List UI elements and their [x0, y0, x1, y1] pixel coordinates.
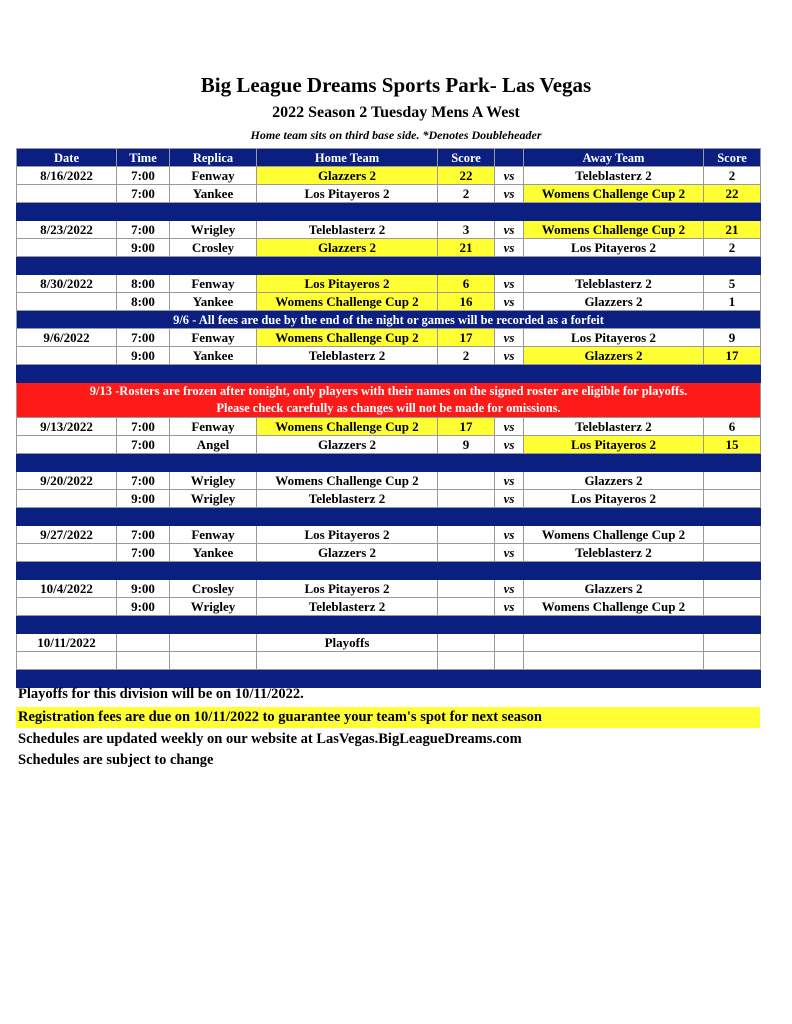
footer-registration-note: Registration fees are due on 10/11/2022 to guarantee your team's spot for next season: [16, 707, 760, 728]
away-team-cell: Glazzers 2: [524, 580, 704, 598]
col-header-vs: [495, 149, 524, 167]
spacer-cell: [117, 562, 170, 580]
spacer-row: [17, 562, 761, 580]
spacer-cell: [704, 203, 761, 221]
vs-label: vs: [495, 472, 524, 490]
date-cell: 8/30/2022: [17, 275, 117, 293]
home-score-cell: [438, 580, 495, 598]
home-score-cell: 17: [438, 329, 495, 347]
away-score-cell: [704, 544, 761, 562]
spacer-cell: [524, 508, 704, 526]
home-score-cell: 9: [438, 436, 495, 454]
field-cell: Yankee: [170, 544, 257, 562]
game-row: [17, 544, 761, 562]
away-team-cell: Womens Challenge Cup 2: [524, 598, 704, 616]
spacer-cell: [438, 454, 495, 472]
vs-label: vs: [495, 275, 524, 293]
spacer-cell: [495, 365, 524, 383]
game-row: [17, 185, 761, 203]
game-row: [17, 347, 761, 365]
empty-cell: [438, 634, 495, 652]
empty-cell: [17, 652, 117, 670]
date-cell: 10/4/2022: [17, 580, 117, 598]
vs-label: vs: [495, 418, 524, 436]
spacer-cell: [257, 257, 438, 275]
field-cell: Wrigley: [170, 598, 257, 616]
vs-label: vs: [495, 221, 524, 239]
date-cell: [17, 347, 117, 365]
spacer-row: [17, 365, 761, 383]
vs-label: vs: [495, 526, 524, 544]
spacer-cell: [117, 257, 170, 275]
away-score-cell: 17: [704, 347, 761, 365]
home-team-cell: Glazzers 2: [257, 239, 438, 257]
spacer-cell: [704, 454, 761, 472]
away-score-cell: 6: [704, 418, 761, 436]
home-team-cell: Womens Challenge Cup 2: [257, 293, 438, 311]
spacer-cell: [17, 257, 117, 275]
away-team-cell: Womens Challenge Cup 2: [524, 526, 704, 544]
col-header-replica: Replica: [170, 149, 257, 167]
empty-cell: [524, 634, 704, 652]
date-cell: [17, 490, 117, 508]
home-score-cell: [438, 544, 495, 562]
field-cell: Fenway: [170, 329, 257, 347]
table-header-row: [17, 149, 761, 167]
spacer-row: [17, 670, 761, 688]
time-cell: 7:00: [117, 526, 170, 544]
spacer-cell: [524, 616, 704, 634]
away-team-cell: Teleblasterz 2: [524, 418, 704, 436]
footer-website-note: Schedules are updated weekly on our website at LasVegas.BigLeagueDreams.com: [18, 731, 522, 747]
date-cell: [17, 598, 117, 616]
date-cell: 9/20/2022: [17, 472, 117, 490]
away-score-cell: 22: [704, 185, 761, 203]
empty-cell: [495, 652, 524, 670]
empty-cell: [117, 652, 170, 670]
away-team-cell: Glazzers 2: [524, 347, 704, 365]
spacer-cell: [17, 365, 117, 383]
date-cell: [17, 185, 117, 203]
spacer-cell: [17, 203, 117, 221]
away-team-cell: Los Pitayeros 2: [524, 329, 704, 347]
date-cell: [17, 293, 117, 311]
home-team-cell: Teleblasterz 2: [257, 221, 438, 239]
time-cell: 9:00: [117, 239, 170, 257]
game-row: [17, 167, 761, 185]
field-cell: Fenway: [170, 526, 257, 544]
home-score-cell: [438, 598, 495, 616]
away-score-cell: 21: [704, 221, 761, 239]
vs-label: vs: [495, 329, 524, 347]
schedule-body: [17, 167, 761, 688]
home-team-cell: Glazzers 2: [257, 436, 438, 454]
field-cell: Angel: [170, 436, 257, 454]
spacer-cell: [170, 670, 257, 688]
home-team-cell: Los Pitayeros 2: [257, 580, 438, 598]
away-score-cell: 9: [704, 329, 761, 347]
time-cell: 9:00: [117, 347, 170, 365]
page-title: Big League Dreams Sports Park- Las Vegas: [200, 73, 592, 97]
empty-cell: [704, 634, 761, 652]
home-score-cell: 2: [438, 185, 495, 203]
spacer-cell: [117, 508, 170, 526]
spacer-cell: [257, 562, 438, 580]
spacer-cell: [257, 670, 438, 688]
empty-cell: [438, 652, 495, 670]
spacer-cell: [117, 203, 170, 221]
home-score-cell: [438, 490, 495, 508]
spacer-row: [17, 616, 761, 634]
away-team-cell: Glazzers 2: [524, 293, 704, 311]
spacer-cell: [438, 616, 495, 634]
spacer-cell: [438, 203, 495, 221]
empty-cell: [524, 652, 704, 670]
spacer-cell: [170, 257, 257, 275]
home-score-cell: 17: [438, 418, 495, 436]
home-team-cell: Teleblasterz 2: [257, 347, 438, 365]
footer-playoffs-note: Playoffs for this division will be on 10/11/2022.: [18, 686, 304, 702]
spacer-cell: [524, 365, 704, 383]
empty-cell: [495, 634, 524, 652]
vs-label: vs: [495, 580, 524, 598]
game-row: [17, 598, 761, 616]
game-row: [17, 490, 761, 508]
spacer-cell: [524, 257, 704, 275]
field-cell: [170, 634, 257, 652]
footer-change-note: Schedules are subject to change: [18, 752, 214, 768]
vs-label: vs: [495, 239, 524, 257]
col-header-home-score: Score: [438, 149, 495, 167]
field-cell: Yankee: [170, 185, 257, 203]
time-cell: 8:00: [117, 275, 170, 293]
spacer-cell: [495, 562, 524, 580]
game-row: [17, 239, 761, 257]
field-cell: Yankee: [170, 293, 257, 311]
empty-cell: [257, 652, 438, 670]
away-team-cell: Los Pitayeros 2: [524, 239, 704, 257]
time-cell: 7:00: [117, 221, 170, 239]
time-cell: 7:00: [117, 167, 170, 185]
home-score-cell: 2: [438, 347, 495, 365]
spacer-cell: [257, 203, 438, 221]
spacer-cell: [704, 365, 761, 383]
field-cell: Fenway: [170, 418, 257, 436]
date-cell: [17, 239, 117, 257]
away-score-cell: 5: [704, 275, 761, 293]
spacer-cell: [524, 454, 704, 472]
date-cell: 8/23/2022: [17, 221, 117, 239]
time-cell: 9:00: [117, 598, 170, 616]
playoffs-label: Playoffs: [257, 634, 438, 652]
date-cell: 8/16/2022: [17, 167, 117, 185]
date-cell: 10/11/2022: [17, 634, 117, 652]
vs-label: vs: [495, 544, 524, 562]
away-score-cell: 1: [704, 293, 761, 311]
col-header-home-team: Home Team: [257, 149, 438, 167]
away-team-cell: Womens Challenge Cup 2: [524, 185, 704, 203]
date-cell: [17, 544, 117, 562]
col-header-time: Time: [117, 149, 170, 167]
field-cell: Fenway: [170, 167, 257, 185]
notice-text: 9/6 - All fees are due by the end of the night or games will be recorded as a forfeit: [17, 311, 761, 329]
spacer-cell: [257, 616, 438, 634]
game-row: [17, 293, 761, 311]
spacer-row: [17, 203, 761, 221]
home-score-cell: 3: [438, 221, 495, 239]
spacer-row: [17, 257, 761, 275]
vs-label: vs: [495, 185, 524, 203]
away-score-cell: [704, 580, 761, 598]
spacer-cell: [170, 562, 257, 580]
spacer-cell: [438, 670, 495, 688]
away-team-cell: Glazzers 2: [524, 472, 704, 490]
home-score-cell: 16: [438, 293, 495, 311]
time-cell: 9:00: [117, 490, 170, 508]
away-team-cell: Teleblasterz 2: [524, 544, 704, 562]
page-subtitle: 2022 Season 2 Tuesday Mens A West: [272, 104, 520, 121]
time-cell: 7:00: [117, 185, 170, 203]
spacer-cell: [524, 203, 704, 221]
vs-label: vs: [495, 598, 524, 616]
home-team-cell: Womens Challenge Cup 2: [257, 472, 438, 490]
home-team-cell: Womens Challenge Cup 2: [257, 418, 438, 436]
date-cell: 9/13/2022: [17, 418, 117, 436]
time-cell: 7:00: [117, 472, 170, 490]
header-note: Home team sits on third base side. *Denotes Doubleheader: [250, 128, 542, 142]
empty-cell: [170, 652, 257, 670]
col-header-away-score: Score: [704, 149, 761, 167]
away-team-cell: Teleblasterz 2: [524, 275, 704, 293]
alert-line-2: Please check carefully as changes will not be made for omissions.: [216, 401, 561, 415]
spacer-cell: [170, 454, 257, 472]
time-cell: [117, 634, 170, 652]
spacer-cell: [495, 508, 524, 526]
time-cell: 8:00: [117, 293, 170, 311]
spacer-cell: [495, 257, 524, 275]
schedule-table: [16, 148, 761, 688]
spacer-cell: [438, 257, 495, 275]
away-team-cell: Womens Challenge Cup 2: [524, 221, 704, 239]
alert-line-1: 9/13 -Rosters are frozen after tonight, only players with their names on the signed roster are eligible for playoffs.: [89, 384, 688, 398]
spacer-cell: [438, 508, 495, 526]
game-row: [17, 329, 761, 347]
spacer-cell: [170, 616, 257, 634]
field-cell: Fenway: [170, 275, 257, 293]
game-row: [17, 472, 761, 490]
time-cell: 7:00: [117, 329, 170, 347]
home-score-cell: 22: [438, 167, 495, 185]
spacer-cell: [704, 257, 761, 275]
alert-row: [17, 383, 761, 418]
spacer-cell: [257, 365, 438, 383]
spacer-cell: [17, 616, 117, 634]
home-team-cell: Glazzers 2: [257, 167, 438, 185]
blank-row: [17, 652, 761, 670]
spacer-cell: [495, 203, 524, 221]
notice-row: [17, 311, 761, 329]
date-cell: 9/6/2022: [17, 329, 117, 347]
date-cell: 9/27/2022: [17, 526, 117, 544]
game-row: [17, 580, 761, 598]
field-cell: Crosley: [170, 239, 257, 257]
spacer-cell: [524, 562, 704, 580]
spacer-cell: [17, 454, 117, 472]
home-team-cell: Womens Challenge Cup 2: [257, 329, 438, 347]
away-score-cell: [704, 472, 761, 490]
time-cell: 9:00: [117, 580, 170, 598]
away-team-cell: Teleblasterz 2: [524, 167, 704, 185]
home-score-cell: [438, 526, 495, 544]
away-score-cell: [704, 526, 761, 544]
home-team-cell: Glazzers 2: [257, 544, 438, 562]
spacer-cell: [438, 562, 495, 580]
spacer-cell: [438, 365, 495, 383]
vs-label: vs: [495, 293, 524, 311]
home-score-cell: 6: [438, 275, 495, 293]
field-cell: Wrigley: [170, 490, 257, 508]
spacer-cell: [117, 616, 170, 634]
col-header-away-team: Away Team: [524, 149, 704, 167]
vs-label: vs: [495, 167, 524, 185]
vs-label: vs: [495, 347, 524, 365]
spacer-row: [17, 508, 761, 526]
spacer-cell: [117, 365, 170, 383]
time-cell: 7:00: [117, 436, 170, 454]
spacer-cell: [704, 670, 761, 688]
home-score-cell: 21: [438, 239, 495, 257]
field-cell: Yankee: [170, 347, 257, 365]
game-row: [17, 436, 761, 454]
home-team-cell: Los Pitayeros 2: [257, 185, 438, 203]
spacer-cell: [495, 670, 524, 688]
date-cell: [17, 436, 117, 454]
home-score-cell: [438, 472, 495, 490]
spacer-cell: [495, 616, 524, 634]
spacer-cell: [17, 562, 117, 580]
game-row: [17, 418, 761, 436]
field-cell: Crosley: [170, 580, 257, 598]
empty-cell: [704, 652, 761, 670]
game-row: [17, 221, 761, 239]
time-cell: 7:00: [117, 544, 170, 562]
spacer-row: [17, 454, 761, 472]
away-score-cell: 15: [704, 436, 761, 454]
home-team-cell: Los Pitayeros 2: [257, 275, 438, 293]
vs-label: vs: [495, 490, 524, 508]
away-score-cell: 2: [704, 167, 761, 185]
spacer-cell: [257, 454, 438, 472]
game-row: [17, 275, 761, 293]
spacer-cell: [170, 508, 257, 526]
field-cell: Wrigley: [170, 221, 257, 239]
game-row: [17, 526, 761, 544]
spacer-cell: [170, 203, 257, 221]
playoff-row: [17, 634, 761, 652]
spacer-cell: [117, 670, 170, 688]
away-score-cell: [704, 598, 761, 616]
spacer-cell: [17, 508, 117, 526]
away-team-cell: Los Pitayeros 2: [524, 490, 704, 508]
home-team-cell: Teleblasterz 2: [257, 490, 438, 508]
spacer-cell: [524, 670, 704, 688]
spacer-cell: [170, 365, 257, 383]
alert-cell: [17, 383, 761, 418]
spacer-cell: [257, 508, 438, 526]
spacer-cell: [704, 562, 761, 580]
home-team-cell: Teleblasterz 2: [257, 598, 438, 616]
vs-label: vs: [495, 436, 524, 454]
spacer-cell: [495, 454, 524, 472]
col-header-date: Date: [17, 149, 117, 167]
away-score-cell: [704, 490, 761, 508]
spacer-cell: [704, 616, 761, 634]
away-score-cell: 2: [704, 239, 761, 257]
spacer-cell: [17, 670, 117, 688]
home-team-cell: Los Pitayeros 2: [257, 526, 438, 544]
field-cell: Wrigley: [170, 472, 257, 490]
time-cell: 7:00: [117, 418, 170, 436]
spacer-cell: [117, 454, 170, 472]
spacer-cell: [704, 508, 761, 526]
away-team-cell: Los Pitayeros 2: [524, 436, 704, 454]
